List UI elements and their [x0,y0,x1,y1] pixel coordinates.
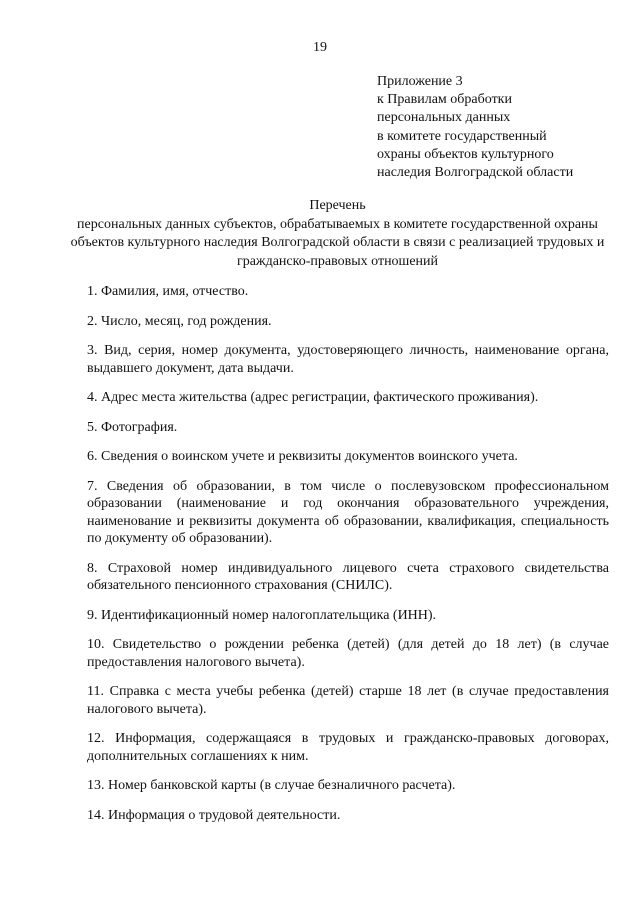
appendix-line: персональных данных [377,110,511,126]
appendix-line: наследия Волгоградской области [377,165,574,181]
list-heading [60,197,615,271]
list-item: 2. Число, месяц, год рождения. [87,313,272,329]
heading-subtitle: персональных данных субъектов, обрабатываемых в комитете государственной охраны объектов культурного наследия Волгоградской области в связи с реализацией трудовых и гражданско-правовых отношений [70,216,605,269]
page-number: 19 [313,40,327,55]
list-item: 7. Сведения об образовании, в том числе о послевузовском профессиональном образовании (наименование и год окончания образовательного учреждения, наименование и реквизиты документа об образовании, квалификация, специальность по документу об образовании). [87,478,609,546]
appendix-line: охраны объектов культурного [377,146,554,162]
appendix-block [377,73,617,182]
list-item: 3. Вид, серия, номер документа, удостоверяющего личность, наименование органа, выдавшего документ, дата выдачи. [87,343,609,376]
personal-data-list [87,283,609,824]
list-item: 10. Свидетельство о рождении ребенка (детей) (для детей до 18 лет) (в случае предоставления налогового вычета). [87,637,609,670]
list-item: 9. Идентификационный номер налогоплательщика (ИНН). [87,607,437,623]
list-item: 12. Информация, содержащаяся в трудовых и гражданско-правовых договорах, дополнительных соглашениях к ним. [87,731,609,764]
list-item: 6. Сведения о воинском учете и реквизиты документов воинского учета. [87,449,518,464]
appendix-line: к Правилам обработки [377,92,512,108]
list-item: 1. Фамилия, имя, отчество. [87,284,249,299]
list-item: 5. Фотография. [87,419,178,435]
appendix-line: Приложение 3 [377,74,463,89]
list-item: 8. Страховой номер индивидуального лицевого счета страхового свидетельства обязательного пенсионного страхования (СНИЛС). [87,560,609,593]
heading-title: Перечень [309,198,366,213]
list-item: 14. Информация о трудовой деятельности. [87,807,341,823]
appendix-line: в комитете государственный [377,128,547,144]
list-item: 13. Номер банковской карты (в случае безналичного расчета). [87,778,456,793]
list-item: 4. Адрес места жительства (адрес регистрации, фактического проживания). [87,390,539,405]
list-item: 11. Справка с места учебы ребенка (детей) старше 18 лет (в случае предоставления налогового вычета). [87,684,609,717]
